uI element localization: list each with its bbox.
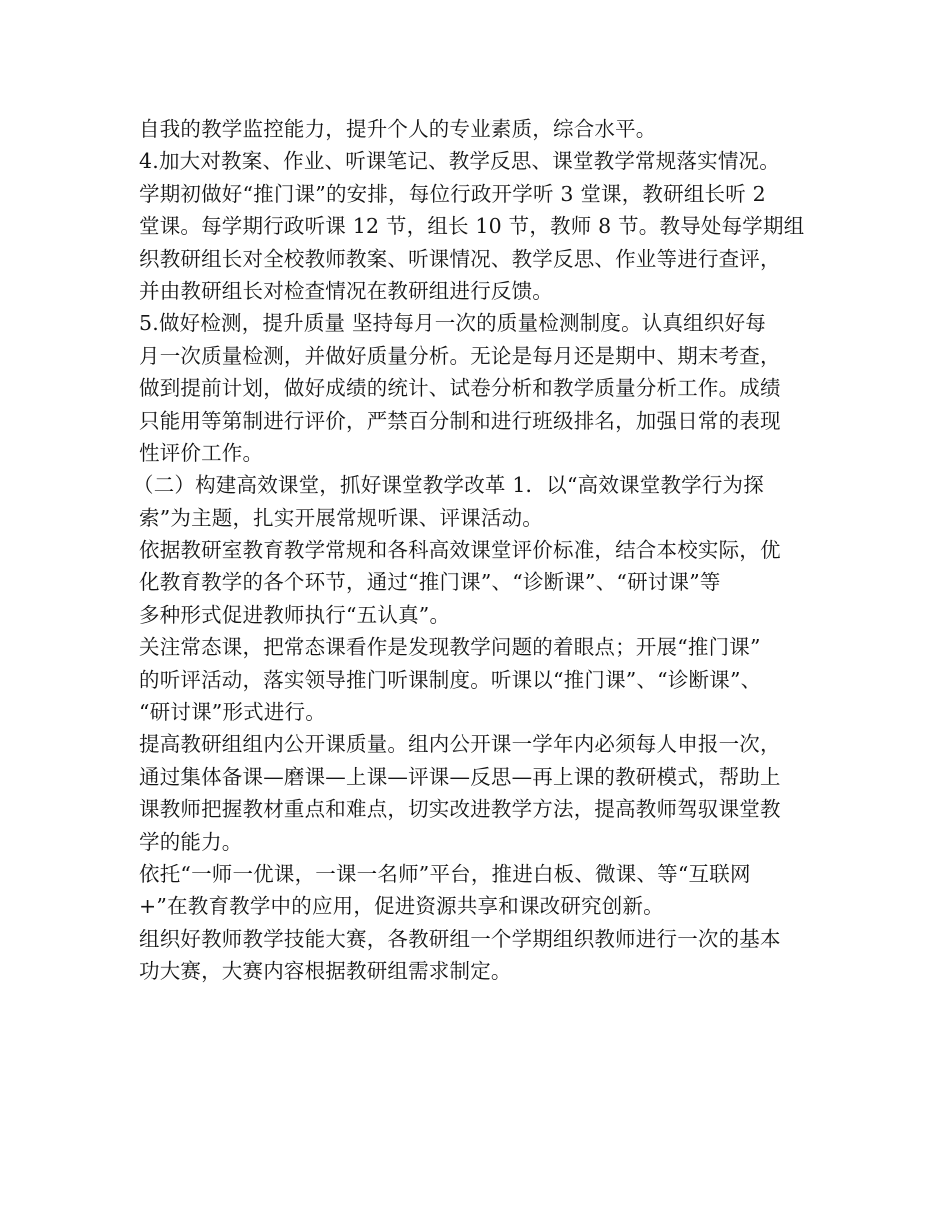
text-line: 性评价工作。 [139, 440, 264, 465]
text-line: 4.加大对教案、作业、听课笔记、教学反思、课堂教学常规落实情况。 [139, 149, 780, 174]
document-body [133, 113, 839, 988]
text-line: 依据教研室教育教学常规和各科高效课堂评价标准，结合本校实际，优 [139, 538, 781, 563]
text-line: 组织好教师教学技能大赛，各教研组一个学期组织教师进行一次的基本 [139, 926, 781, 951]
text-line: 学的能力。 [139, 829, 243, 854]
section-heading-line: （二）构建高效课堂，抓好课堂教学改革 1．以“高效课堂教学行为探 [133, 473, 764, 498]
text-line: 关注常态课，把常态课看作是发现教学问题的着眼点；开展“推门课” [139, 635, 761, 660]
text-line: 堂课。每学期行政听课 12 节，组长 10 节，教师 8 节。教导处每学期组 [139, 214, 805, 239]
text-line: 依托“一师一优课，一课一名师”平台，推进白板、微课、等“互联网 [139, 861, 751, 886]
text-line: 5.做好检测，提升质量 坚持每月一次的质量检测制度。认真组织好每 [139, 311, 766, 336]
text-line: 织教研组长对全校教师教案、听课情况、教学反思、作业等进行查评， [139, 246, 781, 271]
text-line: 只能用等第制进行评价，严禁百分制和进行班级排名，加强日常的表现 [139, 408, 781, 433]
text-line: +”在教育教学中的应用，促进资源共享和课改研究创新。 [139, 894, 664, 919]
text-line: 的听评活动，落实领导推门听课制度。听课以“推门课”、“诊断课”、 [139, 667, 762, 692]
text-line: 月一次质量检测，并做好质量分析。无论是每月还是期中、期末考查， [139, 343, 781, 368]
text-line: 自我的教学监控能力，提升个人的专业素质，综合水平。 [139, 117, 657, 141]
text-line: 并由教研组长对检查情况在教研组进行反馈。 [139, 278, 553, 303]
text-line: “研讨课”形式进行。 [139, 700, 326, 725]
text-line: 功大赛，大赛内容根据教研组需求制定。 [139, 959, 512, 984]
text-line: 做到提前计划，做好成绩的统计、试卷分析和教学质量分析工作。成绩 [139, 376, 781, 401]
text-line: 课教师把握教材重点和难点，切实改进教学方法，提高教师驾驭课堂教 [139, 797, 781, 822]
text-line: 提高教研组组内公开课质量。组内公开课一学年内必须每人申报一次， [139, 732, 781, 757]
text-line: 多种形式促进教师执行“五认真”。 [139, 602, 451, 627]
text-line: 通过集体备课—磨课—上课—评课—反思—再上课的教研模式，帮助上 [139, 764, 781, 789]
text-line: 学期初做好“推门课”的安排，每位行政开学听 3 堂课，教研组长听 2 [139, 181, 766, 206]
text-line: 索”为主题，扎实开展常规听课、评课活动。 [139, 505, 543, 530]
text-line: 化教育教学的各个环节，通过“推门课”、“诊断课”、“研讨课”等 [139, 570, 721, 595]
